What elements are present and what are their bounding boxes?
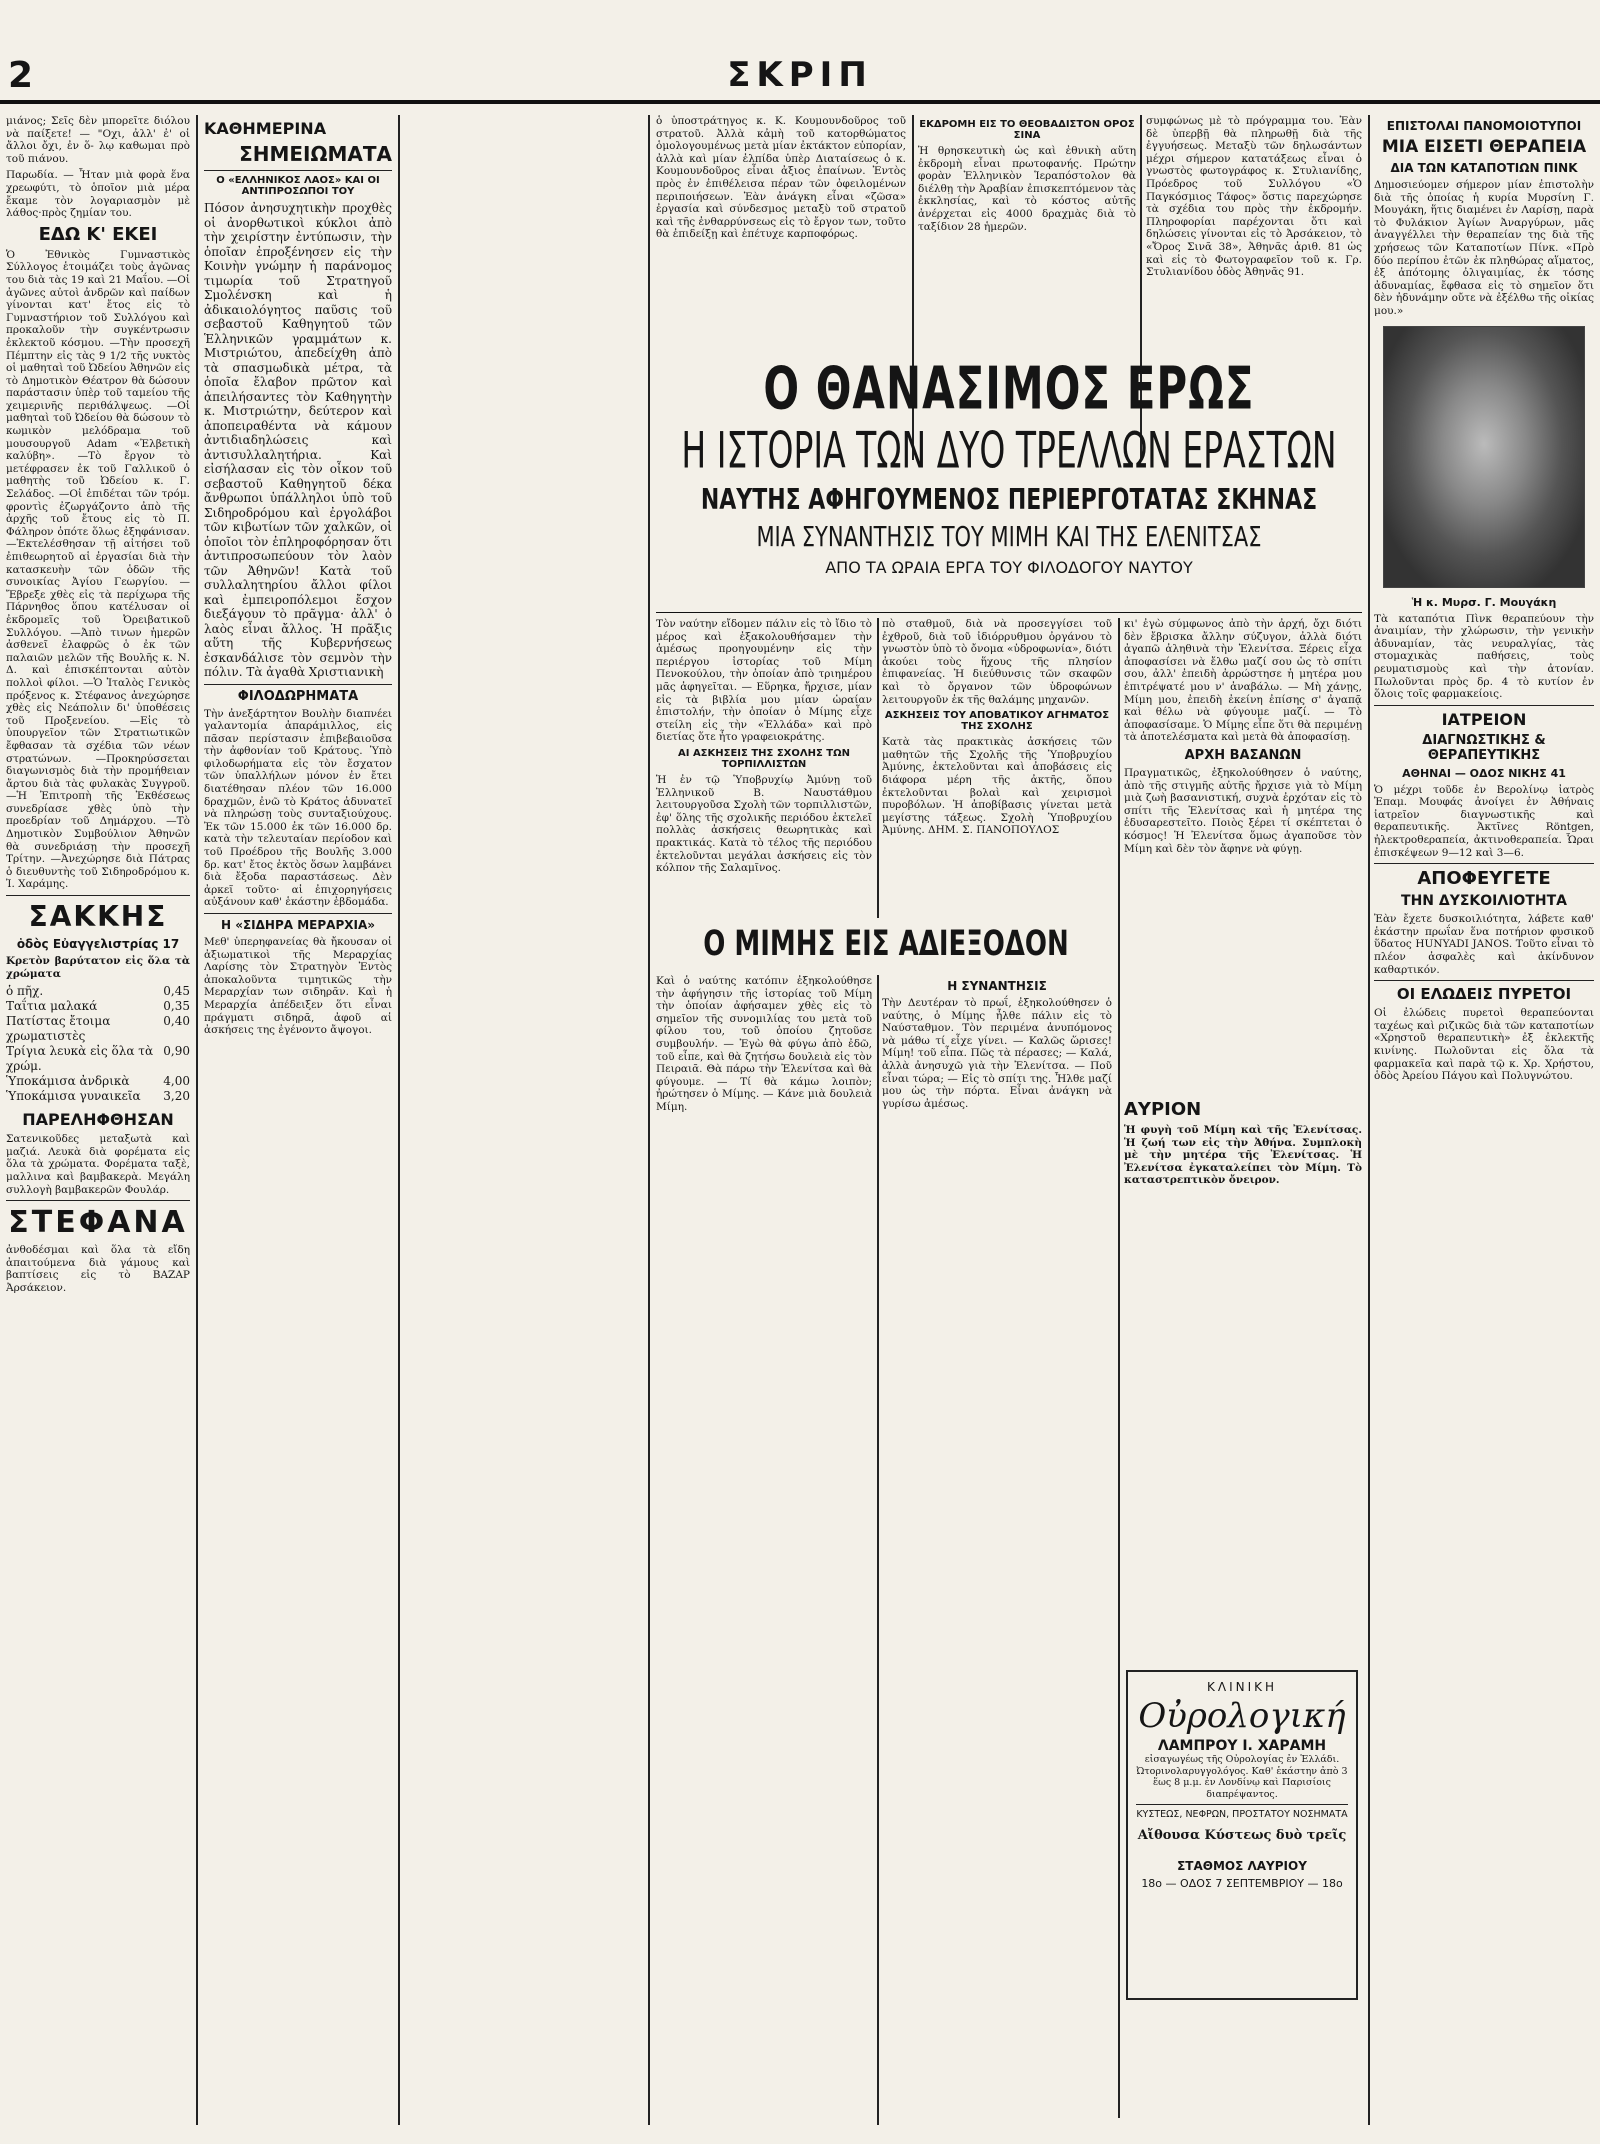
divider [1374, 705, 1594, 706]
headline-fifth: ΑΠΟ ΤΑ ΩΡΑΙΑ ΕΡΓΑ ΤΟΥ ΦΙΛΟΔΟΓΟΥ ΝΑΥΤΟΥ [825, 558, 1193, 577]
avoid-title: ΑΠΟΦΕΥΓΕΤΕ [1417, 868, 1551, 890]
price-label: Τρίγια λευκὰ εἰς ὅλα τὰ χρώμ. [6, 1044, 154, 1074]
iatreion-title: ΙΑΤΡΕΙΟΝ [1441, 709, 1527, 729]
meeting-title: Η ΣΥΝΑΝΤΗΣΙΣ [947, 979, 1047, 993]
price-row [6, 1014, 190, 1044]
avoid-body: Ἐὰν ἔχετε δυσκοιλιότητα, λάβετε καθ' ἑκάστην πρωΐαν ἕνα ποτήριον φυσικοῦ ὕδατος HUNYADI JANOS. Τοῦτο εἶναι τὸ πλέον ἀσφαλὲς καὶ ἀκίνδυνον καθαρτικόν. [1374, 913, 1594, 976]
story-continuation: πὸ σταθμοῦ, διὰ νὰ προσεγγίσει τοῦ ἐχθροῦ, διὰ τοῦ ἰδιόρρυθμου ὀργάνου τὸ γνωστὸν ὑπὸ τὸ ὄνομα «ὑδροφωνία», διότι ἀκούει τοὺς ἥχους τῆς πλησίον ἐπιφανείας. Ἡ διεύθυνσις τῶν σκαφῶν καὶ τὸ ὄργανον τῶν ὑδροφώνων λειτουργοῦν ἐκ τῆς θαλάμης μηχανῶν. [882, 618, 1112, 706]
column-divider [877, 618, 879, 918]
sakkis-footer-text: Σατενικοῦδες μεταξωτὰ καὶ μαζιά. Λευκὰ διὰ φορέματα εἰς ὅλα τὰ χρώματα. Φορέματα ταξὲ, μαλλινα καὶ βαμβακερὰ. Μεγάλη συλλογὴ βαμβακερῶν Φουλάρ. [6, 1133, 190, 1196]
divider [6, 1200, 190, 1201]
stefana-text: ἀνθοδέσμαι καὶ ὅλα τὰ εἴδη ἀπαιτούμενα διὰ γάμους καὶ βαπτίσεις εἰς τὸ ΒΑΖΑΡ Ἀρσάκειον. [6, 1244, 190, 1294]
tomorrow-title: ΑΥΡΙΟΝ [1124, 1099, 1202, 1120]
price-label: Ὑποκάμισα γυναικεῖα [6, 1089, 141, 1104]
torpedo-training-body: Ἡ ἐν τῷ Ὑποβρυχίῳ Ἀμύνῃ τοῦ Ἑλληνικοῦ Β. Ναυστάθμου λειτουργοῦσα Σχολὴ τῶν τορπιλλιστῶν, ἐφ' ὅλης τῆς σχολικῆς περιόδου ἐκτελεῖ πολλὰς ἀσκήσεις θεωρητικὰς καὶ πρακτικάς. Κατὰ τὸ τέλος τῆς περιόδου ἐκτελοῦνται μεγάλαι ἀσκήσεις εἰς τὸν κόλπον τῆς Σαλαμῖνος. [656, 773, 872, 875]
headline-second: Η ΙΣΤΟΡΙΑ ΤΩΝ ΔΥΟ ΤΡΕΛΛΩΝ ΕΡΑΣΤΩΝ [681, 421, 1337, 480]
headline-main: Ο ΘΑΝΑΣΙΜΟΣ ΕΡΩΣ [763, 354, 1255, 423]
price-row [6, 984, 190, 999]
price-label: Ταΐτια μαλακά [6, 999, 98, 1014]
iatreion-subtitle: ΔΙΑΓΝΩΣΤΙΚΗΣ & ΘΕΡΑΠΕΥΤΙΚΗΣ [1422, 732, 1546, 763]
filodorimata-body: Τὴν ἀνεξάρτητον Βουλὴν διαπνέει γαλαντομία ἀπαράμιλλος, εἰς πᾶσαν περίστασιν ἐπιβεβαιοῦσα τὴν ἀφθονίαν τοῦ Κράτους. Ὑπὸ φιλοδωρήματα εἰς τὸν ἔσχατον τῶν ὑπαλλήλων μόνον ἐν ἔτει διατέθησαν πλέον τῶν 16.000 δραχμῶν, ἐνῶ τὸ Κράτος ἀδυνατεῖ νὰ πληρώσῃ τοὺς συνταξιούχους. Ἐκ τῶν 15.000 ἐκ τῶν 16.000 δρ. κατὰ τὴν τελευταίαν περίοδον καὶ τοῦ Προέδρου τῆς Βουλῆς 3.000 δρ. κατ' ἔτος ἐκτὸς ὅσων λαμβάνει διὰ ἔξοδα παραστάσεως. Δὲν ἀρκεῖ τοῦτο· αἱ ἐπιχορηγήσεις αὐξάνουν καθ' ἑκάστην ἑβδομάδα. [204, 707, 392, 909]
clinic-services: ΚΥΣΤΕΩΣ, ΝΕΦΡΩΝ, ΠΡΟΣΤΑΤΟΥ ΝΟΣΗΜΑΤΑ [1136, 1809, 1348, 1820]
price-row [6, 1089, 190, 1104]
divider [1374, 980, 1594, 981]
pink-pills-body-2: Τὰ καταπότια Πὶνκ θεραπεύουν τὴν ἀναιμίαν, τὴν χλώρωσιν, τὴν γενικὴν ἀδυναμίαν, τὰς νευραλγίας, τὰς στομαχικὰς παθήσεις, τοὺς ρευματισμοὺς καὶ τὴν ἀτονίαν. Πωλοῦνται πρὸς δρ. 4 τὸ κυτίον ἐν ὅλοις τοῖς φαρμακείοις. [1374, 612, 1594, 701]
column-divider [648, 115, 650, 2125]
sinai-trip-continued: συμφώνως μὲ τὸ πρόγραμμα του. Ἐὰν δὲ ὑπερβῇ θὰ πληρωθῇ διὰ τῆς ἐγγυήσεως. Μεταξὺ τῶν δηλωσάντων μέχρι σήμερον κατατάξεως εἶναι ὁ γνωστὸς φωτογράφος κ. Στυλιανίδης, Πρόεδρος τοῦ Συλλόγου «Ὁ Παγκόσμιος Τάφος» ὅστις παρεχώρησε τὰ σχέδια του πρὸς τὴν ἐκδρομήν. Πληροφορίαι παρέχονται ὅτι καὶ δηλώσεις γίνονται εἰς τὸ Ἀρσάκειον, τὸ «Ὄρος Σινᾶ 38», Ἀθηνᾶς ἀριθ. 81 ὡς καὶ εἰς τὸ Φωτογραφεῖον τοῦ κ. Γρ. Στυλιανίδου ὁδὸς Ἀθηνᾶς 91. [1146, 115, 1362, 279]
sakkis-address: ὁδὸς Εὐαγγελιστρίας 17 [16, 937, 180, 952]
mimis-deadlock-body: Καὶ ὁ ναύτης κατόπιν ἐξηκολούθησε τὴν ἀφήγησιν τῆς ἱστορίας τοῦ Μίμη τὴν ὁποίαν ἀφήσαμεν χθὲς εἰς τὸ σημεῖον τῆς συνομιλίας του μετὰ τοῦ φίλου του, τοῦ ὁποίου ζητοῦσε συμβουλήν. — Ἐγὼ θὰ φύγω ἀπὸ ἐδῶ, τοῦ εἶπε, καὶ θὰ ζητήσω δουλειὰ εἰς τὸν Πειραιᾶ. Θὰ πάρω τὴν Ἐλενίτσα καὶ θὰ φύγουμε. — Τί θὰ κάμω λοιπὸν; ἠρώτησεν ὁ Μίμης. — Κάνε μιὰ δουλειὰ Μίμη. [656, 975, 872, 1113]
price-value: 0,90 [163, 1044, 190, 1059]
portrait-image [1383, 326, 1585, 588]
price-value: 4,00 [163, 1074, 190, 1089]
stefana-ad-title: ΣΤΕΦΑΝΑ [8, 1205, 188, 1241]
fevers-body: Οἱ ἐλώδεις πυρετοὶ θεραπεύονται ταχέως καὶ ριζικῶς διὰ τῶν καταποτίων «Χρηστοῦ θεραπευτικὴ» ἐξ ἐκλεκτῆς κινίνης. Πωλοῦνται εἰς ὅλα τὰ φαρμακεῖα καὶ παρὰ τῷ κ. Χρ. Χρήστου, ὁδὸς Ἀρείου Πάγου καὶ Πολυγνώτου. [1374, 1007, 1594, 1083]
headline-rule [656, 612, 1362, 613]
headline-block [656, 352, 1362, 612]
section-title: ΕΔΩ Κ' ΕΚΕΙ [38, 223, 158, 245]
article-top-text: ὁ ὑποστράτηγος κ. Κ. Κουμουνδοῦρος τοῦ στρατοῦ. Ἀλλὰ κἀμὴ τοῦ κατορθώματος ὁμολογουμένως μετὰ μίαν ἐκτάκτον εὐπορίαν, ἀλλὰ καὶ μίαν ἐλπίδα ὑπὲρ Διαταίσεως ὁ κ. Κουμουνδοῦρος εἶναι ἀξιος ἐπαίνων. Ἐντὸς πρὸς ἐν ἐπιθέλεισα πέραν τῶν ὀφειλομένων περιποιήσεων. Ἐὰν ἀνάγκη εἶναι «ζῶσα» ἐργασία καὶ σύνδεσμος μεταξὺ τοῦ στρατοῦ καὶ τῆς ἐνθαρρύνσεως εἰς τὸ ἔργον των, τοῦτο θὰ ἐπιδείξῃ καὶ ἐπέτυχε καρποφόρως. [656, 115, 906, 241]
clinic-description: εἰσαγωγέως τῆς Οὐρολογίας ἐν Ἑλλάδι. Ὠτορινολαρυγγολόγος. Καθ' ἑκάστην ἀπὸ 3 ἕως 8 μ.μ. ἐν Λονδίνῳ καὶ Παρισίοις διαπρέψαντος. [1136, 1754, 1348, 1800]
sinai-trip-title: ΕΚΔΡΟΜΗ ΕΙΣ ΤΟ ΘΕΟΒΑΔΙΣΤΟΝ ΟΡΟΣ ΣΙΝΑ [919, 119, 1135, 141]
price-value: 0,40 [163, 1014, 190, 1029]
price-row [6, 1074, 190, 1089]
parody-paragraph: Παρωδία. — Ἦταν μιὰ φορὰ ἕνα χρεωφύτι, τὸ ὁποῖον μιὰ μέρα ἔκαμε τὸν λογαριασμὸν μὲ λάθος·πρὸς ζημίαν του. [6, 169, 190, 220]
iatreion-address: ΑΘΗΝΑΙ — ΟΔΟΣ ΝΙΚΗΣ 41 [1402, 766, 1566, 780]
column-divider [1368, 115, 1370, 2125]
iatreion-body: Ὁ μέχρι τοῦδε ἐν Βερολίνῳ ἰατρὸς Ἐπαμ. Μουφάς ἀνοίγει ἐν Ἀθήναις ἰατρεῖον διαγνωστικῆς καὶ θεραπευτικῆς. Ἀκτῖνες Röntgen, ἠλεκτροθεραπεία, ἀκτινοθεραπεία. Ὧραι ἐπισκέψεων 9—12 καὶ 3—6. [1374, 783, 1594, 859]
sakkis-price-list [6, 984, 190, 1104]
cure-title: ΜΙΑ ΕΙΣΕΤΙ ΘΕΡΑΠΕΙΑ [1381, 137, 1587, 157]
clinic-ad [1126, 1670, 1358, 2000]
column-divider [1118, 618, 1120, 2118]
merarxia-body: Μεθ' ὑπερηφανείας θὰ ἤκουσαν οἱ ἀξιωματικοὶ τῆς Μεραρχίας Λαρίσης τὸν Στρατηγὸν Ἐντὸς ἀποκαλοῦντα τιμητικῶς τὴν Μεραρχίαν των σιδηρᾶν. Καὶ ἡ Μεραρχία ἀπέδειξεν ὅτι εἶναι πράγματι σιδηρᾶ, ἀφοῦ αἱ ἀσκήσεις της ἐγένοντο ἄψογοι. [204, 936, 392, 1037]
story-column-4 [656, 975, 872, 2125]
column-2 [204, 115, 392, 2125]
clinic-doctor: ΛΑΜΠΡΟΥ Ι. ΧΑΡΑΜΗ [1157, 1738, 1327, 1754]
newspaper-title: ΣΚΡΙΠ [727, 55, 873, 95]
clinic-hours: Αἴθουσα Κύστεως δυὸ τρεῖς [1137, 1828, 1347, 1843]
headline-fourth: ΜΙΑ ΣΥΝΑΝΤΗΣΙΣ ΤΟΥ ΜΙΜΗ ΚΑΙ ΤΗΣ ΕΛΕΝΙΤΣΑΣ [756, 521, 1262, 553]
price-row [6, 1044, 190, 1074]
meeting-body: Τὴν Δευτέραν τὸ πρωΐ, ἐξηκολούθησεν ὁ ναύτης, ὁ Μίμης ἦλθε πάλιν εἰς τὸ Ναύσταθμον. Τὸν περιμένα ἀνυπόμονος νὰ μάθω τί εἶχε γίνει. — Καλῶς ὥρισες! Μίμη! τοῦ εἶπα. Πῶς τὰ πέρασες; — Καλά, ἀλλὰ ἀνησυχῶ γιὰ τὴν Ἐλενίτσα. — Ποῦ εἶναι τώρα; — Εἰς τὸ σπίτι της. Ἦλθε μαζί μου ὡς τὴν πόρτα. Εἶναι ἀνάγκη νὰ γυρίσω ἀμέσως. [882, 997, 1112, 1110]
sakkis-ad-title: ΣΑΚΚΗΣ [28, 900, 168, 934]
story-column-3 [1124, 618, 1362, 1088]
price-row [6, 999, 190, 1014]
column-divider [877, 975, 879, 2125]
sinai-trip-body: Ἡ θρησκευτικὴ ὡς καὶ ἐθνικὴ αὕτη ἐκδρομὴ εἶναι πρωτοφανής. Πρώτην φορὰν Ἑλληνικὸν Ἱεραπόστολον θὰ διέλθῃ τὴν Ἀραβίαν ἐπισκεπτόμενον τὰς ἐκκλησίας, καὶ τὸ κόστος αὐτῆς ἀνέρχεται εἰς 4000 δραχμὰς διὰ τὸ ταξίδιον 28 ἡμερῶν. [918, 145, 1136, 233]
torments-title: ΑΡΧΗ ΒΑΣΑΝΩΝ [1184, 747, 1302, 763]
price-label: Πατίστας ἔτοιμα χρωματιστὲς [6, 1014, 111, 1044]
fevers-title: ΟΙ ΕΛΩΔΕΙΣ ΠΥΡΕΤΟΙ [1396, 985, 1572, 1004]
clinic-street: 18ο — ΟΔΟΣ 7 ΣΕΠΤΕΜΒΡΙΟΥ — 18ο [1141, 1877, 1343, 1890]
column-divider [398, 115, 400, 2125]
column-1 [6, 115, 190, 2125]
masthead-rule [0, 100, 1600, 104]
divider [204, 913, 392, 914]
kathimerina-title: ΚΑΘΗΜΕΡΙΝΑ [204, 119, 327, 138]
filodorimata-title: ΦΙΛΟΔΩΡΗΜΑΤΑ [237, 688, 359, 704]
divider [6, 895, 190, 896]
sakkis-line: Κρετὸν βαρύτατον εἰς ὅλα τὰ χρώματα [6, 955, 190, 980]
price-label: ὁ πῆχ. [6, 984, 44, 999]
clinic-title: ΚΛΙΝΙΚΗ [1206, 1680, 1278, 1694]
price-value: 0,35 [163, 999, 190, 1014]
pink-pills-title: ΔΙΑ ΤΩΝ ΚΑΤΑΠΟΤΙΩΝ ΠΙΝΚ [1390, 161, 1578, 175]
torpedo-training-title: ΑΙ ΑΣΚΗΣΕΙΣ ΤΗΣ ΣΧΟΛΗΣ ΤΩΝ ΤΟΡΠΙΛΛΙΣΤΩΝ [678, 747, 850, 770]
landing-exercise-body: Κατὰ τὰς πρακτικὰς ἀσκήσεις τῶν μαθητῶν τῆς Σχολῆς τῆς Ὑποβρυχίου Ἀμύνης, ἐκτελοῦνται καὶ ἀποβάσεις εἰς διάφορα μέρη τῆς ἀκτῆς, ὅπου ἐκτελοῦνται βολαὶ καὶ χειρισμοὶ πυροβόλων. Ἡ ἀποβίβασις γίνεται μετὰ μεγίστης τάξεως. Σχολὴ Ὑποβρυχίου Ἀμύνης. ΔΗΜ. Σ. ΠΑΝΟΠΟΥΛΟΣ [882, 736, 1112, 837]
story-column-5 [882, 975, 1112, 2125]
article-body: Πόσον ἀνησυχητικὴν προχθὲς οἱ ἀνορθωτικοὶ κύκλοι ἀπὸ τὴν χειρίστην ἐντύπωσιν, τὴν ὁποῖαν ἐπροξένησεν εἰς τὴν Κοινὴν γνώμην ἡ παράνομος τιμωρία τοῦ Στρατηγοῦ Σμολένσκη καὶ ἡ ἀδικαιολόγητος παῦσις τοῦ σεβαστοῦ Καθηγητοῦ τῶν Ἑλληνικῶν γραμμάτων κ. Μιστριώτου, ἀπεδείχθη ἀπὸ τὰ σπασμωδικὰ μέτρα, τὰ ὁποῖα ἔλαβον πρῶτον καὶ ἀπειλήσαντες τὸν Καθηγητὴν κ. Μιστριώτην, δεύτερον καὶ ἀποπειραθέντα νὰ κάμουν ἀντιδιαδηλώσεις καὶ ἀντισυλλαλητήρια. Καὶ εἰσήλασαν εἰς τὸν οἶκον τοῦ σεβαστοῦ Καθηγητοῦ δέκα ἄνθρωποι ὑπάλληλοι ὑπὸ τοῦ Σιδηροδρόμου καὶ ἐργολάβοι τῶν κιβωτίων τῶν χαλκῶν, οἱ ὁποῖοι τὸν ἐπληροφόρησαν ὅτι ἀντιπροσωπεύουν τὸν λαὸν τῶν Ἀθηνῶν! Κατὰ τοῦ συλλαλητηρίου ἄλλοι φίλοι καὶ ἐμπειροπόλεμοι ἔσχον διεξάγουν τὸ πρᾶγμα· ἀλλ' ὁ λαὸς εἶναι ἄλλος. Ἡ πρᾶξις αὕτη τῆς Κυβερνήσεως ἐσκανδάλισε τὸν σεμνὸν τὴν πόλιν. Τὰ ἀγαθὰ Χριστιανικὴ [204, 201, 392, 679]
column-right [1374, 115, 1594, 2125]
clinic-script-title: Οὐρολογική [1138, 1696, 1346, 1736]
price-value: 0,45 [163, 984, 190, 999]
article-subtitle: Ο «ΕΛΛΗΝΙΚΟΣ ΛΑΟΣ» ΚΑΙ ΟΙ ΑΝΤΙΠΡΟΣΩΠΟΙ ΤΟΥ [216, 175, 380, 197]
divider [1374, 863, 1594, 864]
tomorrow-body: Ἡ φυγὴ τοῦ Μίμη καὶ τῆς Ἐλενίτσας. Ἡ ζωή των εἰς τὴν Ἀθήνα. Συμπλοκὴ μὲ τὴν μητέρα τῆς Ἐλενίτσας. Ἡ Ἐλενίτσα ἐγκαταλείπει τὸν Μίμη. Τὸ καταστρεπτικὸν ὄνειρον. [1124, 1124, 1362, 1187]
story-column-6 [1124, 1095, 1362, 1425]
torments-body: Πραγματικῶς, ἐξηκολούθησεν ὁ ναύτης, ἀπὸ τῆς στιγμῆς αὐτῆς ἤρχισε γιὰ τὸ Μίμη μιὰ ζωὴ βασανιστική, συχνὰ ἐρχόταν εἰς τὸ σπίτι τῆς Ἐλενίτσας καὶ ἡ μητέρα της ἐδυσαρεστεῖτο. Ποιὸς ξέρει τί σκέπτεται ὁ κόσμος! Ἡ Ἐλενίτσα ὅμως ἀγαποῦσε τὸν Μίμη καὶ δὲν τὸν ἄφηνε νὰ φύγῃ. [1124, 766, 1362, 855]
divider [204, 684, 392, 685]
masthead [0, 55, 1600, 97]
page-number: 2 [8, 55, 34, 96]
headline-third: ΝΑΥΤΗΣ ΑΦΗΓΟΥΜΕΝΟΣ ΠΕΡΙΕΡΓΟΤΑΤΑΣ ΣΚΗΝΑΣ [700, 484, 1318, 517]
portrait-caption: Ἡ κ. Μυρσ. Γ. Μουγάκη [1411, 595, 1557, 609]
column-divider [196, 115, 198, 2125]
price-label: Ὑποκάμισα ἀνδρικὰ [6, 1074, 130, 1089]
clinic-station: ΣΤΑΘΜΟΣ ΛΑΥΡΙΟΥ [1177, 1859, 1307, 1873]
divider [204, 170, 392, 171]
intro-paragraph: μιάνος; Σεῖς δὲν μπορεῖτε διόλου νὰ παίξετε! — "Οχι, ἀλλ' ἐ' οἱ ἄλλοι ὄχι, ἐν ὅ- λῳ καθωμαι πρὸ τοῦ πιάνου. [6, 115, 190, 165]
story-dialogue: κι' ἐγὼ σύμφωνος ἀπὸ τὴν ἀρχή, ὄχι διότι δὲν ἔβρισκα ἄλλην σύζυγον, ἀλλὰ διότι ἀγαπῶ ἀληθινὰ τὴν Ἐλενίτσα. Ξέρεις εἶχα ἀποφασίσει νὰ ἔλθω μαζί σου ὡς τὸ σπίτι σου, ἀλλ' ἐπειδὴ ἀρρώστησε ἡ μητέρα μου ἐπιτρέψατέ μου ν' ἀναβάλω. — Μὴ χάνῃς, Μίμη μου, ἐπειδὴ ἐκείνη ἐπίσης σ' ἀγαπᾷ καὶ θέλω νὰ φύγουμε μαζί. — Τὸ ἀποφασίσαμε. Ὁ Μίμης εἶπε ὅτι θὰ περιμένῃ τὰ ἀποτελέσματα καὶ μετὰ θὰ ἀποφασίσῃ. [1124, 618, 1362, 744]
constipation-title: ΤΗΝ ΔΥΣΚΟΙΛΙΟΤΗΤΑ [1401, 893, 1567, 910]
story-column-2 [882, 618, 1112, 918]
sakkis-footer-title: ΠΑΡΕΛΗΦΘΗΣΑΝ [22, 1110, 174, 1130]
news-body: Ὁ Ἐθνικὸς Γυμναστικὸς Σύλλογος ἑτοιμάζει τοὺς ἀγῶνας του διὰ τὰς 19 καὶ 21 Μαΐου. —Οἱ ἀγῶνες αὐτοὶ ἀνδρῶν καὶ παίδων γίνονται κατ' ἔτος εἰς τὸ Γυμναστήριον τοῦ Συλλόγου καὶ προκαλοῦν τὴν συγκέντρωσιν ἐκλεκτοῦ κόσμου. —Τὴν προσεχῆ Πέμπτην εἰς τὰς 9 1/2 τῆς νυκτὸς οἱ μαθηταὶ τοῦ Ὠδείου Ἀθηνῶν εἰς τὸ Δημοτικὸν Θέατρον θὰ δώσουν παράστασιν ὑπὲρ τοῦ ταμείου τῆς χειμερινῆς περιθάλψεως. —Οἱ μαθηταὶ τοῦ Ὠδείου θὰ δώσουν τὸ κωμικὸν μελόδραμα τοῦ μουσουργοῦ Adam «Ἐλβετικὴ καλύβη». —Τὸ ἔργον τὸ μετέφρασεν ἐκ τοῦ Γαλλικοῦ ὁ μαθητὴς τοῦ Ὠδείου κ. Γ. Σελάδος. —Οἱ ἐπιδέται τῶν τρόμ. φροντὶς ἐζωργάζοντο ἀπὸ τῆς ἀρχῆς τοῦ ἔτους εἰς τὸ Π. Φάληρον ὁπότε ὅλως ἐξηφάνισαν. —Ἐκτελέσθησαν τῇ αἰτήσει τοῦ ἐπιθεωρητοῦ αἱ ἐργασίαι διὰ τὴν κατασκευὴν τῶν ὁδῶν τῆς συνοικίας Ἀγίου Γεωργίου. —Ἔβρεξε χθὲς εἰς τὰ περίχωρα τῆς Πάρνηθος ὅπου κατέλυσαν οἱ ἐκδρομεῖς τοῦ Ὀρειβατικοῦ Συλλόγου. —Ἀπὸ τινων ἡμερῶν ἀσθενεῖ ἐλαφρῶς ὁ ἐκ τῶν παλαιῶν μελῶν τῆς Βουλῆς κ. Ν. Δ. καὶ ἐπισκέπτονται αὐτὸν πολλοὶ φίλοι. —Ὁ Ἰταλὸς Γενικὸς πρόξενος κ. Στέφανος ἀνεχώρησε χθὲς εἰς Νεάπολιν δι' ὑποθέσεις τοῦ Προξενείου. —Εἰς τὸ ὑπουργεῖον τῶν Στρατιωτικῶν ἔφθασαν τὰ σχέδια τῶν νέων στρατώνων. —Προκηρύσσεται διαγωνισμὸς διὰ τὴν προμήθειαν ἄρτου διὰ τὰς φυλακὰς Συγγροῦ. —Ἡ Ἐπιτροπὴ τῆς Ἐκθέσεως συνεδρίασε χθὲς ὑπὸ τὴν προεδρίαν τοῦ Δημάρχου. —Τὸ Δημοτικὸν Συμβούλιον Ἀθηνῶν θὰ συνεδριάσῃ τὴν προσεχῆ Τρίτην. —Ἀνεχώρησε διὰ Πάτρας ὁ διευθυντὴς τοῦ Σιδηροδρόμου κ. Ἰ. Χαράμης. [6, 248, 190, 891]
divider [1136, 1804, 1348, 1805]
simeiomata-title: ΣΗΜΕΙΩΜΑΤΑ [239, 142, 392, 166]
story-opening: Τὸν ναύτην εἴδομεν πάλιν εἰς τὸ ἴδιο τὸ μέρος καὶ ἐξακολουθήσαμεν τὴν ἀμέσως προηγουμένην εἰς τὴν περιέργου ἱστορίας τοῦ Μίμη Πενοκούλου, τὴν ὁποίαν ἀπὸ τριημέρου μᾶς ἀφηγεῖται. — Εὕρηκα, ἤρχισε, μίαν εἰς τὰ βιβλία μου μίαν ὡραίαν ἐπιστολήν, τὴν ὁποίαν ὁ Μίμης εἶχε στείλη εἰς τὴν «Ἑλλάδα» καὶ πρὸ διετίας ὅτε ἦτο γραφειοκράτης. [656, 618, 872, 744]
merarxia-title: Η «ΣΙΔΗΡΑ ΜΕΡΑΡΧΙΑ» [221, 918, 375, 932]
letters-title: ΕΠΙΣΤΟΛΑΙ ΠΑΝΟΜΟΙΟΤΥΠΟΙ [1386, 119, 1582, 133]
landing-exercise-title: ΑΣΚΗΣΕΙΣ ΤΟΥ ΑΠΟΒΑΤΙΚΟΥ ΑΓΗΜΑΤΟΣ ΤΗΣ ΣΧΟΛΗΣ [884, 710, 1110, 733]
mimis-deadlock-headline: Ο ΜΙΜΗΣ ΕΙΣ ΑΔΙΕΞΟΔΟΝ [703, 923, 1069, 965]
pink-pills-body: Δημοσιεύομεν σήμερον μίαν ἐπιστολὴν διὰ τῆς ὁποίας ἡ κυρία Μυρσίνη Γ. Μουγάκη, ἥτις διαμένει ἐν Λαρίσῃ, παρὰ τὸ Φυλάκιον Ἀγίων Ἀναργύρων, μᾶς ἀναγγέλλει τὴν θεραπείαν της διὰ τῆς χρήσεως τῶν Καταποτίων Πίνκ. «Πρὸ δύο περίπου ἐτῶν ἐκ πληθώρας αἵματος, ἐξ ἀπότομης ὀλιγαιμίας, ἐκ τόσης ἀδυναμίας, ἔφθασα εἰς τὸ σημεῖον ὅτι δὲν ἠδυνάμην οὔτε νὰ ἐξέλθω τῆς οἰκίας μου.» [1374, 179, 1594, 317]
price-value: 3,20 [163, 1089, 190, 1104]
